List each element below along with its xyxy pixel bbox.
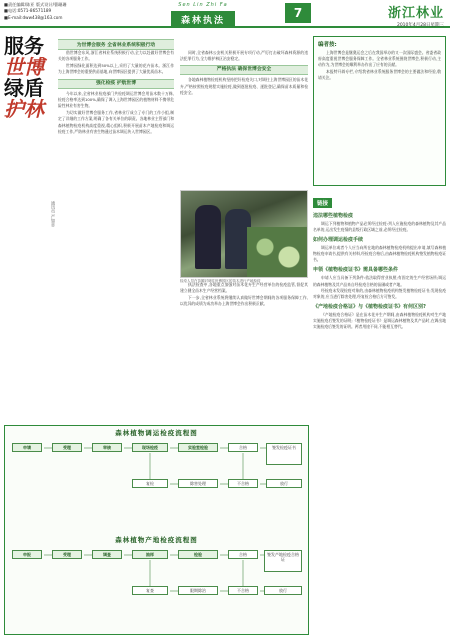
answer-body	[313, 245, 446, 263]
flow-node: 复检	[132, 479, 168, 488]
flow-node: 申报	[12, 550, 42, 559]
article-photo	[180, 190, 308, 278]
flow-node: 受理	[52, 550, 82, 559]
flowchart-title-2: 森林植物产地检疫流程图	[115, 536, 198, 544]
subhead-3: 严格执法 确保世博会安全	[180, 65, 308, 75]
headline-line-1: 服务	[4, 34, 44, 58]
subhead-1: 为世博会服务 全省林业系统积极行动	[58, 39, 174, 50]
flow-node: 放行	[266, 479, 302, 488]
flow-node: 除害处理	[178, 479, 218, 488]
flow-node: 实验室检验	[178, 443, 218, 452]
question-heading: 申领《植物检疫证书》需具备哪些条件	[313, 267, 399, 274]
editor-note-title: 编者按:	[318, 42, 337, 48]
phone-line: ■电话:0571-86571189	[4, 8, 52, 14]
flow-node: 复查	[132, 586, 168, 595]
flow-node: 抽样	[132, 550, 168, 559]
answer-body	[313, 312, 446, 330]
flow-node: 现场检疫	[132, 443, 168, 452]
headline-line-4: 护林	[4, 97, 44, 121]
editor-line: ■责任编辑/陈亚 版式设计/曹珊珊	[4, 2, 67, 7]
flow-node: 不合格	[228, 586, 258, 595]
photo-person-1	[195, 205, 221, 269]
paragraph: 为切实做好世博会服务工作,省林业厅成立了专门的工作小组,制定了详细的工作方案,明确了各有关单位的职责。各地林业主管部门和森林植物检疫机构高度重视,精心组织,积极开展苗木产地检疫和调运检疫工作,严防林业有害生物通过苗木调运传入世博园区。	[58, 110, 174, 134]
flow-node: 合格	[228, 550, 258, 559]
section-pinyin: Sen Lin Zhi Fa	[178, 2, 228, 8]
flow-node: 受理	[52, 443, 82, 452]
paragraph: 同时,全省森林公安机关积极开展专项行动,严厉打击破坏森林资源的违法犯罪行为,全力维护林区治安稳定。	[180, 50, 308, 62]
flow-node: 调查	[92, 550, 122, 559]
photo-plants	[247, 227, 307, 277]
answer-body	[313, 221, 446, 233]
question-heading: 《产地检疫合格证》与《植物检疫证书》有何区别?	[313, 303, 426, 310]
flow-node: 审核	[92, 443, 122, 452]
sidebar-column	[313, 36, 446, 636]
headline	[4, 36, 56, 420]
flow-node: 合格	[228, 443, 258, 452]
flow-node: 申请	[12, 443, 42, 452]
flow-node: 检验	[178, 550, 218, 559]
paragraph: 申请人应当具备下列条件:依法取得营业执照;有固定的生产经营场所;调运的森林植物及其产品来自经检疫合格的苗圃或者产地。	[313, 275, 446, 287]
editor-note-box	[313, 36, 446, 186]
flowchart-2	[8, 546, 305, 640]
email-line: ■E-mail:dww438@163.com	[4, 14, 63, 20]
flow-node: 限期除治	[178, 586, 218, 595]
link-section	[313, 190, 446, 330]
text-column-a	[58, 50, 174, 420]
text-column-c	[180, 282, 308, 420]
editor-note-body	[318, 50, 441, 81]
text-column-b	[180, 50, 308, 188]
flow-node: 不合格	[228, 479, 258, 488]
link-section-head: 链接	[313, 198, 332, 208]
flowchart-2-connectors	[8, 546, 305, 640]
flowchart-1-connectors	[8, 439, 305, 533]
paragraph: 上海世博会是继奥运会之后在我国举办的又一次国际盛会。省委省政府高度重视世博会服务保障工作。全省林业系统围绕世博会,积极行动,主动作为,为世博会的顺利举办作出了应有的贡献。	[318, 50, 441, 68]
headline-line-2: 世博	[4, 55, 44, 79]
flowchart-1	[8, 439, 305, 533]
newspaper-brand	[388, 2, 444, 28]
section-masthead	[153, 2, 253, 28]
paragraph: 执法检查中,各地重点加强对苗木花卉生产经营单位的检疫监管,督促其建立健全苗木生产经营档案。	[180, 282, 308, 294]
paragraph: 经检疫未发现检疫对象的,由森林植物检疫机构签发植物检疫证书;发现检疫对象的,应当进行除害处理,经复检合格后方可签发。	[313, 287, 446, 299]
question-heading: 如何办理调运检疫手续	[313, 237, 364, 244]
paragraph: 调运单位或者个人应当向所在地的森林植物检疫机构提出申请,填写森林植物检疫申请书,提供有关材料,经检疫合格后,由森林植物检疫机构签发植物检疫证书。	[313, 245, 446, 263]
editor-info	[4, 2, 124, 21]
paragraph: 各地森林植物检疫机构坚持把好检疫关口,对调往上海世博园区的苗木花卉,严格按照检疫规程实施检疫,做到逐批检疫、逐批登记,确保苗木质量和检疫安全。	[180, 77, 308, 95]
flowchart-title-1: 森林植物调运检疫流程图	[115, 429, 198, 437]
paragraph: 世博园绿化面积达到50%以上,采用了大量的花卉苗木。浙江作为上海世博会的重要供苗基地,向世博园区提供了大量优质苗木。	[58, 63, 174, 75]
page-number: 7	[285, 3, 311, 23]
paragraph: 今年以来,全省林业检疫部门共检疫调运世博会用苗木数十万株,检疫合格率达到100%,确保了调入上海世博园区的植物材料不携带危险性林业有害生物。	[58, 90, 174, 109]
flow-node: 签发产地检疫合格证	[264, 550, 302, 572]
paragraph: 借世博会东风,浙江省林业系统积极行动,全力以赴做好世博会有关的各项服务工作。	[58, 50, 174, 62]
byline: 通讯员 严如意	[51, 201, 56, 227]
paragraph: 调运下列植物和植物产品必须经过检疫:列入应施检疫的森林植物及其产品名单的,运出发生疫情的县级行政区域之前,必须经过检疫。	[313, 221, 446, 233]
page-header	[0, 0, 450, 28]
newspaper-logo: 浙江林业	[387, 6, 444, 21]
paragraph: 下一步,全省林业系统将继续认真做好世博会期间的各项服务保障工作,以优异的成绩为成功举办上海世博会作出积极贡献。	[180, 295, 308, 307]
answer-body	[313, 275, 446, 299]
flow-node: 签发检疫证书	[266, 443, 302, 465]
headline-line-3: 绿盾	[4, 76, 44, 100]
flowchart-panel	[4, 425, 309, 635]
question-heading: 违法哪些植物检疫	[313, 213, 354, 219]
photo-caption: 检疫人员在苗圃对调往世博园区的苗木进行产地检疫	[180, 279, 261, 283]
section-title: 森林执法	[171, 11, 235, 28]
flow-node: 放行	[264, 586, 302, 595]
issue-date: 2010年4月28日星期三	[396, 23, 444, 28]
subhead-2: 强化检疫 护航世博	[58, 79, 174, 89]
paragraph: 本报特开辟专栏,介绍我省林业系统服务世博会的主要做法和经验,敬请关注。	[318, 68, 441, 80]
main-article	[4, 36, 309, 420]
paragraph: 《产地检疫合格证》是在苗木花卉生产期间,由森林植物检疫机构对生产地实施检疫后签发的证明;《植物检疫证书》是调运森林植物及其产品时,在调出地实施检疫后签发的证明。两者用途不同,不能相互替代。	[313, 311, 446, 330]
